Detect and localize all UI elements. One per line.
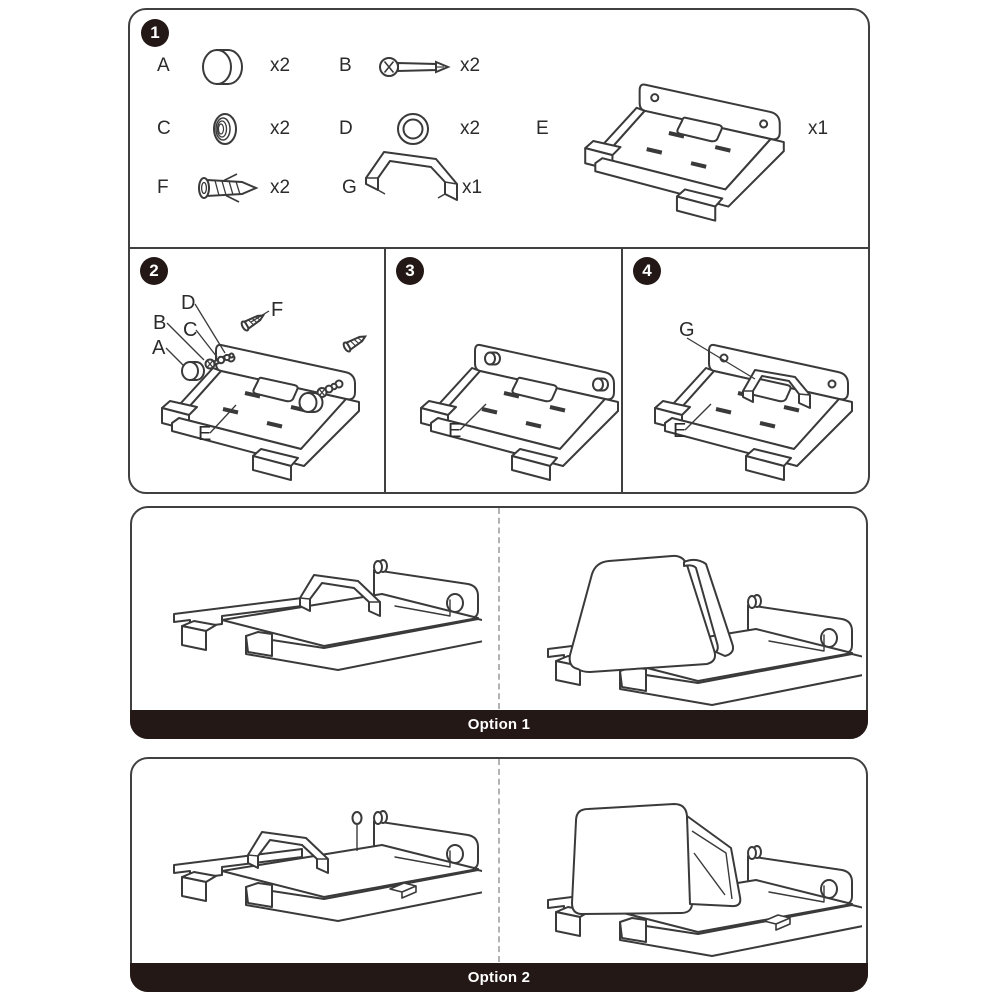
option-1-panel [130,506,868,739]
assembly-panel [128,8,870,494]
step-2-number: 2 [149,261,159,280]
part-a-label: A [157,55,170,76]
step-4-panel [623,249,868,492]
bracket-tray-drawing [655,345,852,480]
screw-icon [378,52,454,82]
drop-pin [353,812,362,851]
device-front-face [572,804,692,914]
step-3-panel [386,249,623,492]
callout-f: F [271,299,284,321]
step-4-number: 4 [642,261,652,280]
part-f-qty: x2 [270,177,291,198]
part-f-label: F [157,177,169,198]
option-1-bracket-diagram [152,542,482,712]
option-1-divider [498,508,500,709]
cap-icon [182,362,198,380]
option-2-bracket-diagram [152,793,482,963]
cap-icon [200,46,246,88]
grommet-icon [210,110,240,148]
bracket-tray-drawing [585,84,784,220]
device-front-face [570,556,715,672]
mounted-device [572,804,740,914]
step-1-number: 1 [150,23,160,42]
callout-e: E [198,423,212,445]
cap-icon [353,812,362,824]
option-1-mounted-diagram [516,522,862,712]
bracket-tray-drawing [421,345,618,480]
option-2-mounted-diagram [516,773,862,963]
option-1-label: Option 1 [467,716,531,733]
part-g-qty: x1 [462,177,483,198]
cap-icon [485,353,495,365]
steps-row [130,249,868,492]
part-b-qty: x2 [460,55,481,76]
part-b-label: B [339,55,352,76]
part-d-qty: x2 [460,118,481,139]
part-e-qty: x1 [808,118,829,139]
step-1-badge [141,19,169,47]
part-e-label: E [536,118,549,139]
option-2-panel [130,757,868,992]
option-2-label: Option 2 [467,969,531,986]
parts-list-panel [130,10,868,249]
mounted-device [570,556,733,672]
callout-g: G [679,319,695,341]
step-3-diagram [394,267,622,485]
part-a-qty: x2 [270,55,291,76]
part-d-label: D [339,118,353,139]
callout-b: B [153,312,167,334]
part-g-label: G [342,177,357,198]
device-side-face [687,816,740,906]
step-4-diagram [631,267,869,485]
wall-anchor-icon [342,332,367,352]
step-2-panel [130,249,386,492]
wall-bracket-icon [558,50,810,222]
callout-e: E [448,420,462,442]
grommet-icon [218,357,224,363]
option-2-bar [130,963,868,992]
wall-anchor-icon [194,172,262,204]
part-c-qty: x2 [270,118,291,139]
callout-c: C [183,319,198,341]
part-c-label: C [157,118,171,139]
callout-d: D [181,292,196,314]
step-2-diagram [138,267,378,485]
step-3-number: 3 [405,261,415,280]
cap-icon [300,393,317,412]
washer-icon [230,354,234,358]
callout-a: A [152,337,166,359]
option-1-bar [130,710,868,739]
option-2-divider [498,759,500,962]
clip-icon [358,142,464,218]
cap-icon [593,379,603,391]
callout-e: E [673,420,687,442]
